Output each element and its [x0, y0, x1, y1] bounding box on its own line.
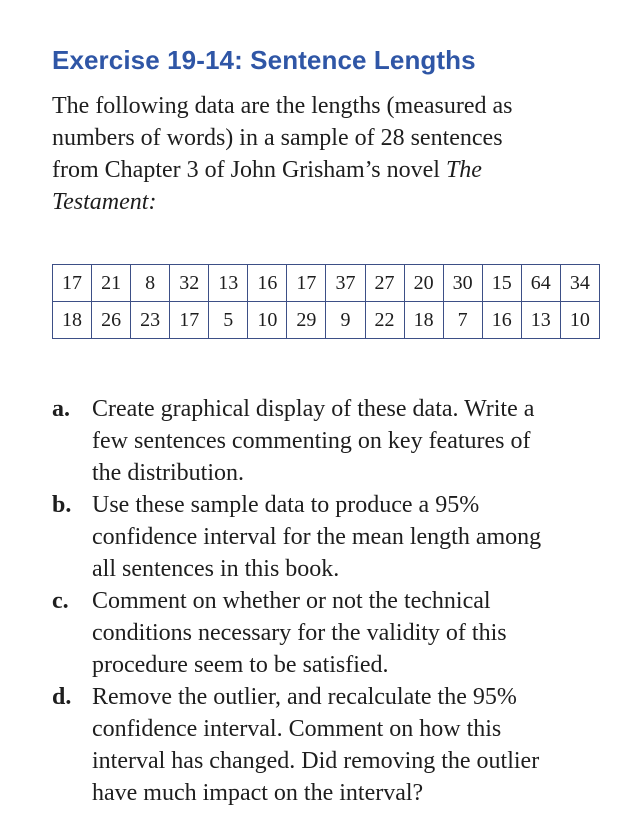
intro-line: numbers of words) in a sample of 28 sentences	[52, 125, 503, 151]
table-cell: 5	[209, 302, 248, 339]
book-title: The	[445, 157, 482, 183]
table-cell: 34	[560, 265, 599, 302]
table-cell: 9	[326, 302, 365, 339]
table-cell: 16	[482, 302, 521, 339]
exercise-intro	[52, 90, 582, 218]
table-cell: 20	[404, 265, 443, 302]
table-cell: 18	[53, 302, 92, 339]
table-cell: 8	[131, 265, 170, 302]
question-c	[52, 585, 602, 681]
question-line: Create graphical display of these data. Write a	[92, 396, 535, 422]
table-cell: 13	[209, 265, 248, 302]
question-line: conditions necessary for the validity of this	[92, 620, 507, 646]
question-letter: a.	[52, 396, 70, 422]
table-cell: 30	[443, 265, 482, 302]
question-line: procedure seem to be satisfied.	[92, 652, 389, 678]
question-line: the distribution.	[92, 460, 244, 486]
table-row	[53, 265, 600, 302]
intro-line-text: from Chapter 3 of John Grisham’s novel	[52, 157, 446, 183]
table-row	[53, 302, 600, 339]
sentence-lengths-table	[52, 264, 600, 339]
table-cell: 21	[92, 265, 131, 302]
table-cell: 10	[560, 302, 599, 339]
table-cell: 17	[170, 302, 209, 339]
question-list	[52, 393, 602, 809]
question-line: Use these sample data to produce a 95%	[92, 492, 480, 518]
table-cell: 23	[131, 302, 170, 339]
question-line: interval has changed. Did removing the outlier	[92, 748, 540, 774]
question-line: few sentences commenting on key features of	[92, 428, 531, 454]
table-cell: 17	[287, 265, 326, 302]
table-cell: 13	[521, 302, 560, 339]
table-cell: 22	[365, 302, 404, 339]
table-cell: 15	[482, 265, 521, 302]
table-cell: 26	[92, 302, 131, 339]
intro-line: The following data are the lengths (measured as	[52, 93, 513, 119]
question-d	[52, 681, 602, 809]
question-line: confidence interval. Comment on how this	[92, 716, 502, 742]
table-cell: 18	[404, 302, 443, 339]
table-cell: 17	[53, 265, 92, 302]
question-line: confidence interval for the mean length among	[92, 524, 542, 550]
question-a	[52, 393, 602, 489]
table-cell: 16	[248, 265, 287, 302]
question-b	[52, 489, 602, 585]
table-cell: 27	[365, 265, 404, 302]
exercise-title: Exercise 19-14: Sentence Lengths	[52, 45, 476, 75]
book-title-continued: Testament:	[52, 189, 157, 215]
question-line: have much impact on the interval?	[92, 780, 424, 806]
table-cell: 7	[443, 302, 482, 339]
question-letter: b.	[52, 492, 72, 518]
table-cell: 64	[521, 265, 560, 302]
question-letter: d.	[52, 684, 72, 710]
table-cell: 32	[170, 265, 209, 302]
table-cell: 37	[326, 265, 365, 302]
intro-line	[52, 154, 582, 186]
table-cell: 10	[248, 302, 287, 339]
question-line: all sentences in this book.	[92, 556, 340, 582]
question-line: Remove the outlier, and recalculate the 95%	[92, 684, 517, 710]
table-cell: 29	[287, 302, 326, 339]
question-line: Comment on whether or not the technical	[92, 588, 491, 614]
question-letter: c.	[52, 588, 69, 614]
